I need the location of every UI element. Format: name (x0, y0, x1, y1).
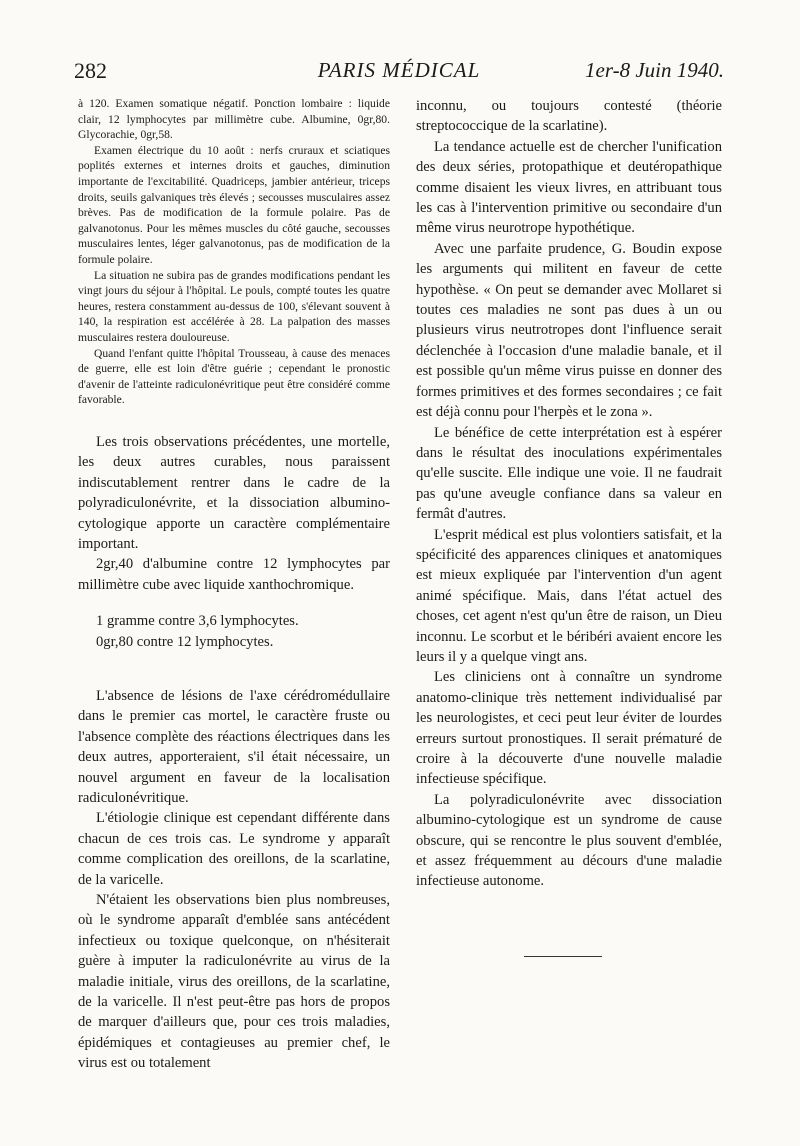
paragraph: La polyradiculonévrite avec dissociation albumino-cytologique est un syndrome de cause obscure, qui se rencontre le plus souvent d'emblée, et assez fréquemment au décours d'une maladie infectieuse autonome. (416, 791, 722, 890)
journal-title: PARIS MÉDICAL (317, 58, 481, 82)
paragraph: Quand l'enfant quitte l'hôpital Trousseau, à cause des menaces de guerre, elle est loin d'être guérie ; cependant le pronostic d'avenir de l'atteinte radiculonévritique peut être considéré comme favorable. (78, 346, 390, 407)
end-rule (524, 956, 602, 957)
page-number: 282 (74, 58, 107, 83)
right-column (416, 96, 722, 957)
paragraph: à 120. Examen somatique négatif. Ponction lombaire : liquide clair, 12 lymphocytes par millimètre cube. Albumine, 0gr,80. Glycorachie, 0gr,58. (78, 97, 390, 142)
paragraph: inconnu, ou toujours contesté (théorie streptococcique de la scarlatine). (416, 98, 722, 135)
issue-date: 1er-8 Juin 1940. (585, 58, 724, 82)
paragraph: La situation ne subira pas de grandes modifications pendant les vingt jours du séjour à l'hôpital. Le pouls, compté toutes les quatre heures, restera constamment au-dessus de 100, s'élevant souvent à 140, la respiration est accélérée à 28. La palpation des masses musculaires restera douloureuse. (78, 268, 390, 344)
running-header (74, 58, 724, 92)
paragraph: L'absence de lésions de l'axe cérédromédullaire dans le premier cas mortel, le caractère fruste ou l'absence complète des réactions électriques dans les deux autres, apporteraient, s'il était nécessaire, un nouvel argument en faveur de la localisation radiculonévritique. (78, 687, 390, 806)
paragraph: Le bénéfice de cette interprétation est à espérer dans le résultat des inoculations expérimentales qu'elle suscite. Elle indique une voie. Il ne faudrait pas qu'une aveugle confiance dans sa valeur en fermât d'autres. (416, 424, 722, 523)
ratio-line: 0gr,80 contre 12 lymphocytes. (96, 633, 274, 650)
paragraph: L'esprit médical est plus volontiers satisfait, et la spécificité des apparences cliniques et anatomiques est mieux expliquée par l'intervention d'un agent animé spécifique. Mais, dans l'état actuel des choses, cet agent n'est qu'un être de raison, un Dieu inconnu. Le scorbut et le béribéri avaient encore les leurs il y a quelque vingt ans. (416, 526, 722, 665)
discussion-text (78, 432, 390, 1074)
paragraph: N'étaient les observations bien plus nombreuses, où le syndrome apparaît d'emblée sans antécédent infectieux ou toxique quelconque, on n'hésiterait guère à imputer la radiculonévrite au virus de la maladie initiale, virus des oreillons, de la scarlatine, de la varicelle. Il n'est peut-être pas hors de propos de marquer d'ailleurs que, pour ces trois maladies, épidémiques et contagieuses au premier chef, le virus est ou totalement (78, 892, 390, 1072)
paragraph: Examen électrique du 10 août : nerfs cruraux et sciatiques poplités externes et internes droits et gauches, diminution importante de l'excitabilité. Quadriceps, jambier antérieur, triceps droits, seuils galvaniques très élevés ; secousses musculaires assez brèves. Pas de modification de la formule polaire. Pas de galvanotonus. Pour les mêmes muscles du côté gauche, secousses musculaires lentes, léger galvanotonus, pas de modification de la formule polaire. (78, 143, 390, 266)
ratio-line: 1 gramme contre 3,6 lymphocytes. (96, 613, 299, 630)
paragraph: L'étiologie clinique est cependant différente dans chacun de ces trois cas. Le syndrome y apparaît comme complication des oreillons, de la scarlatine, de la varicelle. (78, 810, 390, 888)
paragraph: Les cliniciens ont à connaître un syndrome anatomo-clinique très nettement individualisé par les neurologistes, et ceci peut leur éviter de lourdes erreurs surtout pronostiques. Il serait prématuré de croire à la découverte d'une nouvelle maladie infectieuse spécifique. (416, 669, 722, 788)
case-report-small-text (78, 96, 390, 408)
paragraph: La tendance actuelle est de chercher l'unification des deux séries, protopathique et deutéropathique comme disaient les vieux livres, en attribuant tous les cas à l'intervention primitive ou secondaire d'un même virus neurotrope hypothétique. (416, 138, 722, 237)
paragraph: Les trois observations précédentes, une mortelle, les deux autres curables, nous paraissent indiscutablement rentrer dans le cadre de la polyradiculonévrite, et la dissociation albumino-cytologique apporte un caractère complémentaire important. (78, 433, 390, 552)
paragraph: Avec une parfaite prudence, G. Boudin expose les arguments qui militent en faveur de cette hypothèse. « On peut se demander avec Mollaret si toutes ces maladies ne sont pas dues à un ou plusieurs virus neutrotropes dont l'influence serait déclenchée à l'occasion d'une maladie banale, et il est possible qu'un même virus puisse en donner des formes primitives et des formes secondaires ; ce fait est déjà connu pour l'herpès et le zona ». (416, 240, 722, 421)
left-column (78, 96, 390, 1074)
paragraph: 2gr,40 d'albumine contre 12 lymphocytes par millimètre cube avec liquide xanthochromique. (78, 556, 390, 593)
